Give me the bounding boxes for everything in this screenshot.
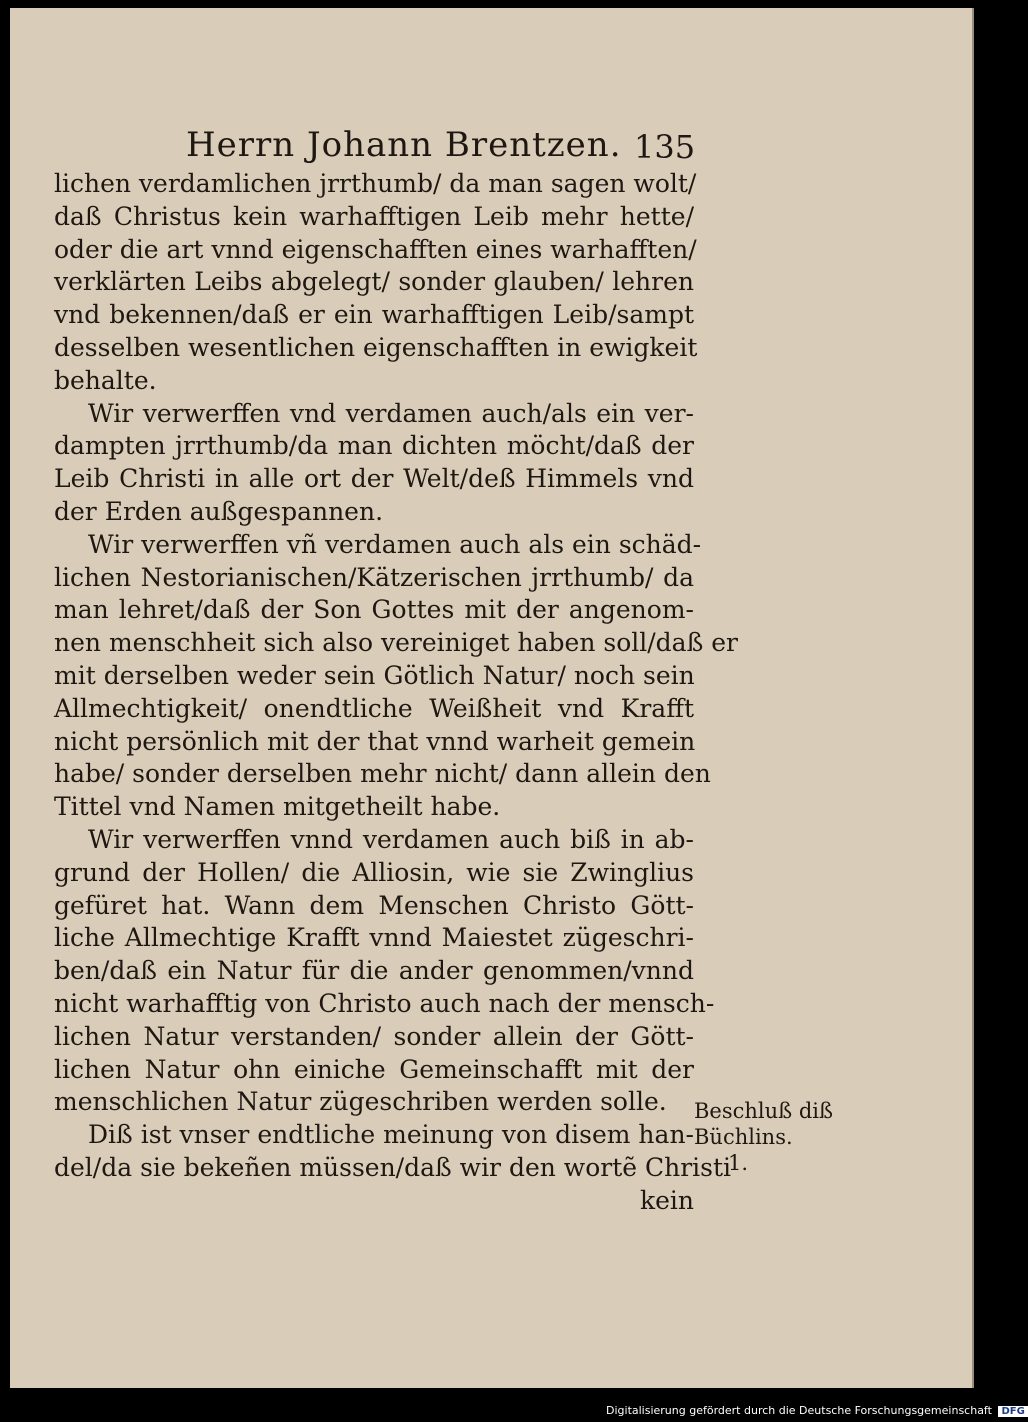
- text-line: man lehret/daß der Son Gottes mit der angenom-: [54, 595, 694, 625]
- text-line: nicht warhafftig von Christo auch nach der mensch-: [54, 988, 715, 1018]
- text-line: del/da sie bekeñen müssen/daß wir den wortẽ Christi: [54, 1152, 732, 1182]
- text-line: Wir verwerffen vñ verdamen auch als ein schäd-: [88, 529, 702, 559]
- text-line: verklärten Leibs abgelegt/ sonder glauben/ lehren: [54, 267, 694, 297]
- text-line: desselben wesentlichen eigenschafften in ewigkeit: [54, 332, 698, 362]
- text-line: daß Christus kein warhafftigen Leib mehr hette/: [54, 201, 694, 231]
- margin-note-number: 1.: [728, 1151, 749, 1175]
- text-line: Diß ist vnser endtliche meinung von disem han-: [88, 1120, 694, 1150]
- text-line: habe/ sonder derselben mehr nicht/ dann allein den: [54, 759, 711, 789]
- text-line: lichen Natur verstanden/ sonder allein der Gött-: [54, 1021, 694, 1051]
- text-line: grund der Hollen/ die Alliosin, wie sie Zwinglius: [54, 857, 694, 887]
- text-line: dampten jrrthumb/da man dichten möcht/daß der: [54, 431, 694, 461]
- text-line: Wir verwerffen vnnd verdamen auch biß in ab-: [88, 824, 694, 854]
- funding-credit: [606, 1404, 1028, 1417]
- body-text: [54, 168, 738, 1218]
- text-line: behalte.: [54, 365, 157, 395]
- funding-credit-text: Digitalisierung gefördert durch die Deutsche Forschungsgemeinschaft: [606, 1404, 992, 1417]
- text-line: mit derselben weder sein Götlich Natur/ noch sein: [54, 660, 695, 690]
- page-number: 135: [634, 128, 696, 166]
- text-line: lichen Nestorianischen/Kätzerischen jrrthumb/ da: [54, 562, 694, 592]
- margin-note: [694, 1098, 833, 1176]
- text-line: lichen Natur ohn einiche Gemeinschafft mit der: [54, 1054, 694, 1084]
- text-line: der Erden außgespannen.: [54, 496, 384, 526]
- margin-note-line: Büchlins.: [694, 1125, 793, 1149]
- text-line: lichen verdamlichen jrrthumb/ da man sagen wolt/: [54, 169, 697, 198]
- margin-note-line: Beschluß diß: [694, 1099, 834, 1123]
- text-line: Leib Christi in alle ort der Welt/deß Himmels vnd: [54, 464, 694, 494]
- text-line: Wir verwerffen vnd verdamen auch/als ein ver-: [88, 398, 694, 428]
- text-line: Tittel vnd Namen mitgetheilt habe.: [54, 792, 501, 822]
- running-title: Herrn Johann Brentzen.: [186, 125, 622, 165]
- text-line: gefüret hat. Wann dem Menschen Christo Gött-: [54, 890, 694, 920]
- text-line: nicht persönlich mit der that vnnd warheit gemein: [54, 726, 696, 756]
- catchword: kein: [639, 1185, 694, 1215]
- text-line: liche Allmechtige Krafft vnnd Maiestet zügeschri-: [54, 923, 694, 953]
- text-line: oder die art vnnd eigenschafften eines warhafften/: [54, 234, 697, 264]
- text-line: menschlichen Natur zügeschriben werden solle.: [54, 1087, 667, 1117]
- text-line: vnd bekennen/daß er ein warhafftigen Leib/sampt: [54, 300, 694, 330]
- text-line: Allmechtigkeit/ onendtliche Weißheit vnd Krafft: [54, 693, 694, 723]
- dfg-logo: DFG: [998, 1406, 1027, 1417]
- text-line: nen menschheit sich also vereiniget haben soll/daß er: [54, 628, 738, 658]
- text-line: ben/daß ein Natur für die ander genommen/vnnd: [54, 956, 694, 986]
